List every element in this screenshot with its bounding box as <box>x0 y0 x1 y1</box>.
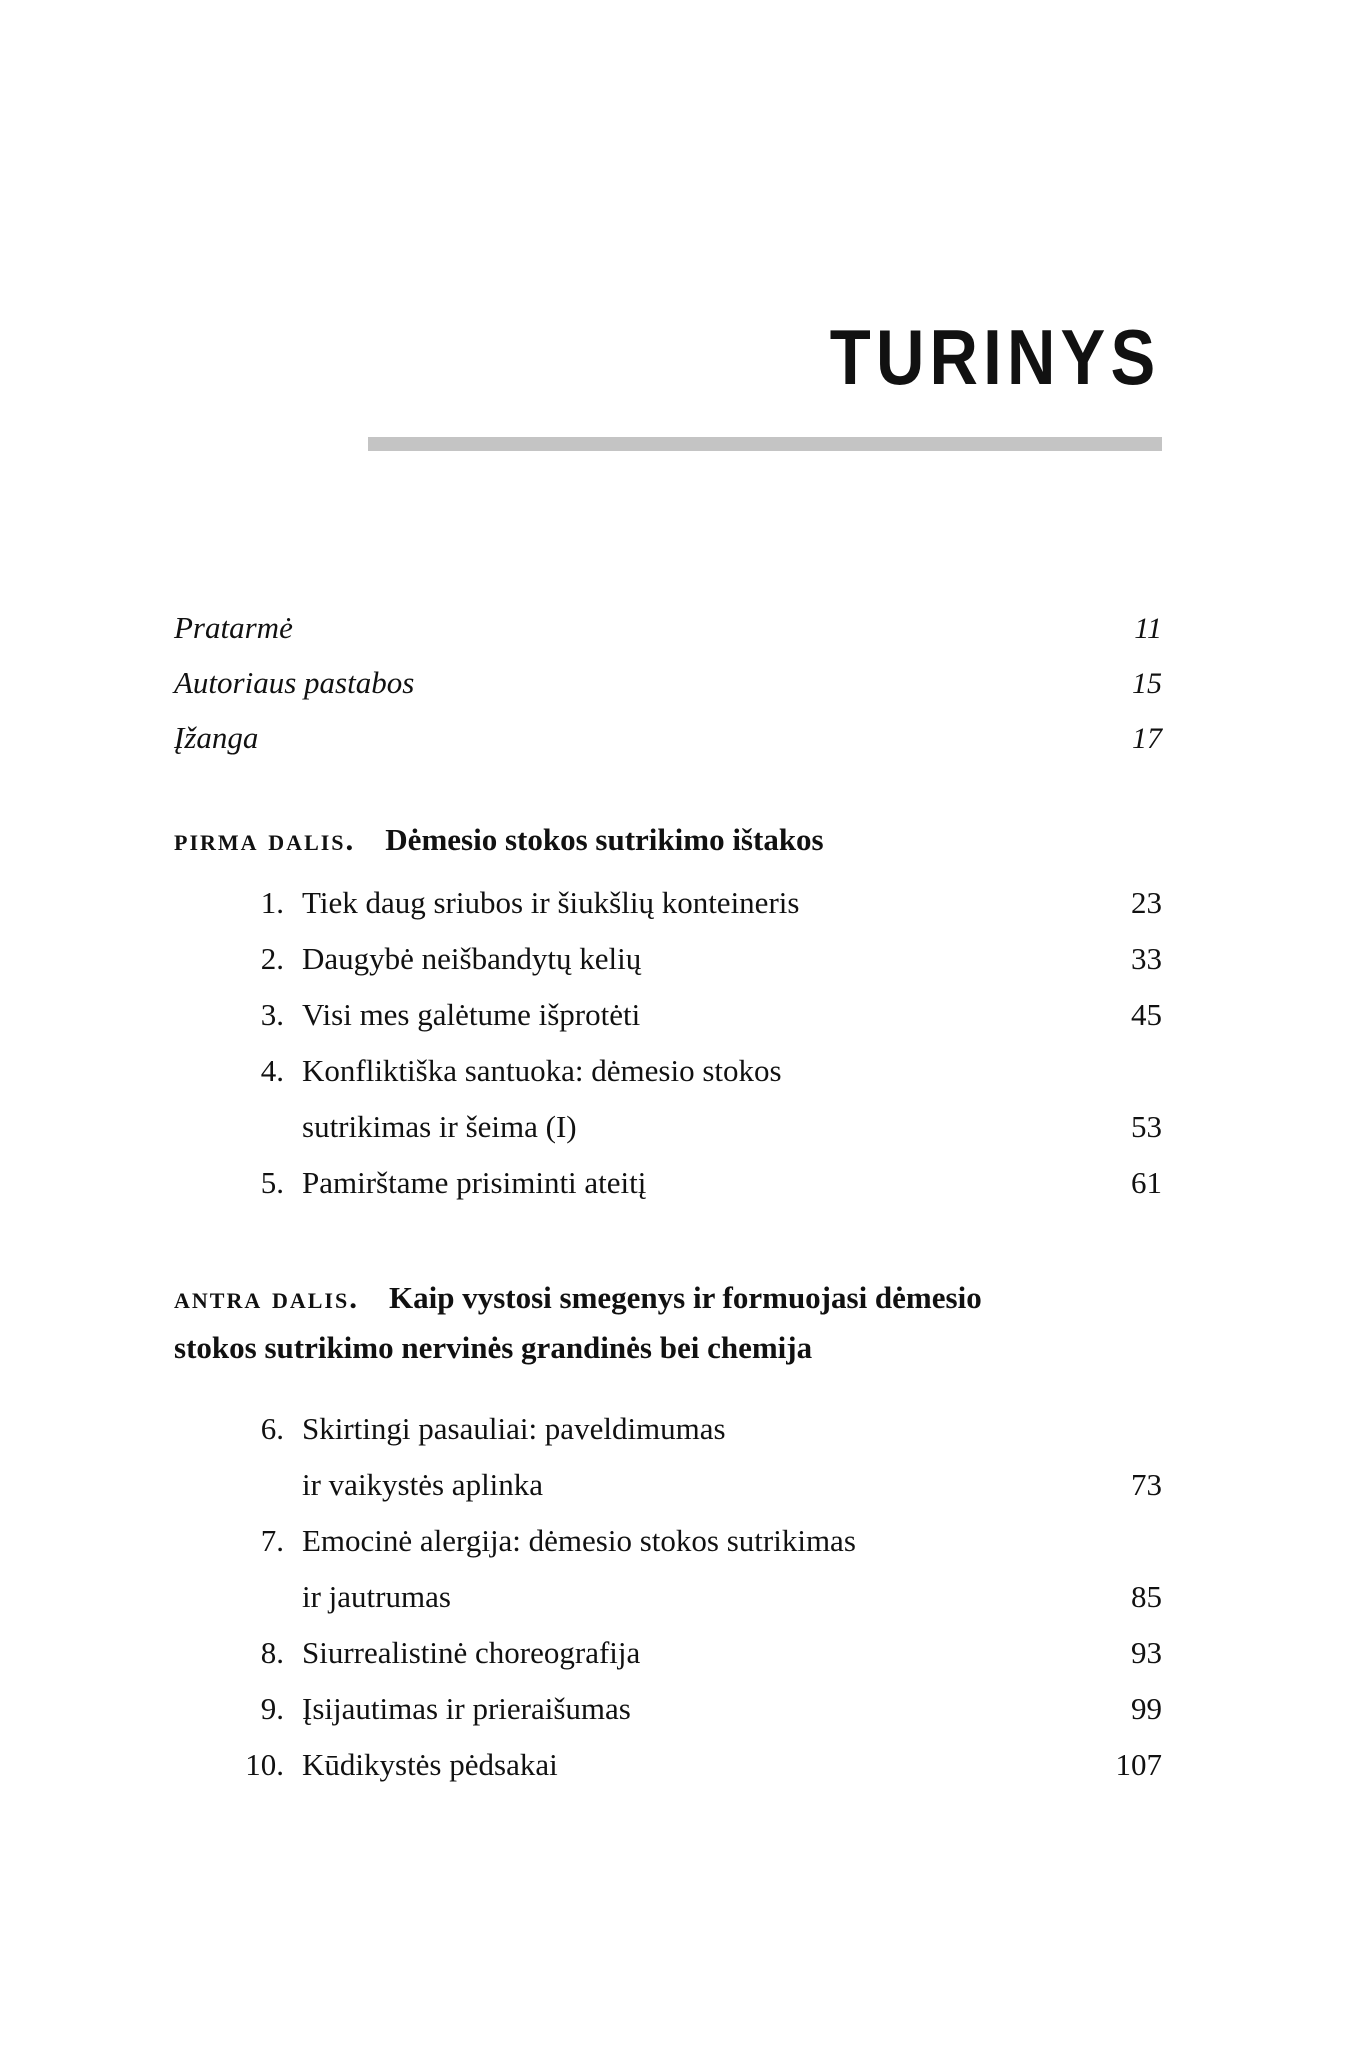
page-number: 23 <box>1131 885 1162 920</box>
chapter-title: Visi mes galėtume išprotėti <box>302 997 641 1032</box>
page-number: 73 <box>1131 1467 1162 1502</box>
chapter-number: 6. <box>260 1411 284 1446</box>
page-number: 93 <box>1131 1635 1162 1670</box>
toc-chapter-entry[interactable] <box>174 1513 1162 1569</box>
toc-chapter-entry[interactable] <box>174 1681 1162 1737</box>
chapter-number: 3. <box>260 997 284 1032</box>
toc-chapter-entry[interactable] <box>174 1625 1162 1681</box>
table-of-contents <box>174 610 1162 1793</box>
page-title: TURINYS <box>829 313 1160 401</box>
page-number: 107 <box>1115 1747 1162 1782</box>
chapter-title: Daugybė neišbandytų kelių <box>302 941 642 976</box>
entry-title: Autoriaus pastabos <box>174 665 415 700</box>
chapter-title: Kūdikystės pėdsakai <box>302 1747 558 1782</box>
part-heading <box>174 1273 1162 1373</box>
chapter-title: Įsijautimas ir prieraišumas <box>302 1691 631 1726</box>
toc-chapter-entry[interactable] <box>174 1043 1162 1099</box>
toc-chapter-continuation[interactable] <box>174 1569 1162 1625</box>
page-number: 33 <box>1131 941 1162 976</box>
chapter-number: 9. <box>260 1691 284 1726</box>
chapter-title: Siurrealistinė choreografija <box>302 1635 641 1670</box>
toc-chapter-entry[interactable] <box>174 875 1162 931</box>
toc-chapter-entry[interactable] <box>174 987 1162 1043</box>
chapter-number: 2. <box>260 941 284 976</box>
chapter-number: 8. <box>260 1635 284 1670</box>
chapter-title-continued: ir vaikystės aplinka <box>302 1467 544 1502</box>
title-divider <box>368 437 1162 451</box>
toc-chapter-continuation[interactable] <box>174 1457 1162 1513</box>
page-number: 53 <box>1131 1109 1162 1144</box>
chapter-title: Konfliktiška santuoka: dėmesio stokos <box>302 1053 782 1088</box>
chapter-title: Skirtingi pasauliai: paveldimumas <box>302 1411 726 1446</box>
toc-front-entry[interactable] <box>174 665 1162 720</box>
part-title-continued: stokos sutrikimo nervinės grandinės bei chemija <box>174 1330 813 1365</box>
toc-chapter-entry[interactable] <box>174 931 1162 987</box>
entry-title: Įžanga <box>174 720 259 755</box>
page-number: 85 <box>1131 1579 1162 1614</box>
chapter-number: 1. <box>260 885 284 920</box>
entry-title: Pratarmė <box>174 610 293 645</box>
part-label: antra dalis. <box>174 1280 359 1315</box>
part-label: pirma dalis. <box>174 822 356 857</box>
chapter-number: 10. <box>245 1747 284 1782</box>
chapter-title: Emocinė alergija: dėmesio stokos sutrikimas <box>302 1523 856 1558</box>
chapter-title-continued: ir jautrumas <box>302 1579 451 1614</box>
chapter-title-continued: sutrikimas ir šeima (I) <box>302 1109 577 1144</box>
chapter-title: Tiek daug sriubos ir šiukšlių konteineris <box>302 885 800 920</box>
toc-chapter-entry[interactable] <box>174 1737 1162 1793</box>
page-number: 11 <box>1134 612 1162 645</box>
toc-front-entry[interactable] <box>174 720 1162 775</box>
toc-chapter-entry[interactable] <box>174 1401 1162 1457</box>
toc-chapter-continuation[interactable] <box>174 1099 1162 1155</box>
part-title: Dėmesio stokos sutrikimo ištakos <box>385 822 824 857</box>
part-title: Kaip vystosi smegenys ir formuojasi dėmesio <box>388 1280 982 1315</box>
page-number: 99 <box>1131 1691 1162 1726</box>
toc-front-entry[interactable] <box>174 610 1162 665</box>
page-number: 45 <box>1131 997 1162 1032</box>
page-number: 17 <box>1132 722 1162 755</box>
part-heading <box>174 815 1162 865</box>
toc-chapter-entry[interactable] <box>174 1155 1162 1211</box>
page-number: 15 <box>1132 667 1162 700</box>
chapter-number: 7. <box>260 1523 284 1558</box>
chapter-number: 5. <box>260 1165 284 1200</box>
page-number: 61 <box>1131 1165 1162 1200</box>
chapter-number: 4. <box>260 1053 284 1088</box>
chapter-title: Pamirštame prisiminti ateitį <box>302 1165 647 1200</box>
